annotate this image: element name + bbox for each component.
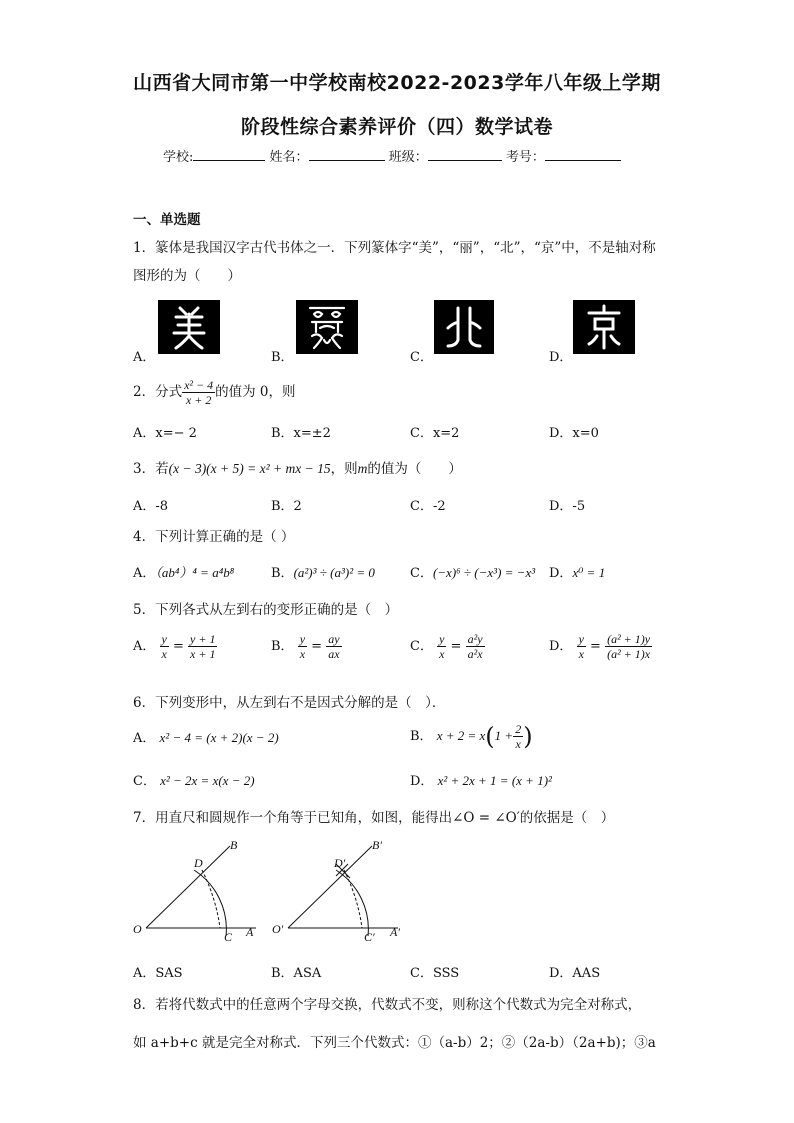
- seal-character-bei-image: [434, 300, 494, 354]
- q4-stem: 4．下列计算正确的是（ ）: [133, 529, 295, 545]
- q2-fraction: [182, 378, 215, 407]
- fig-label-a-prime: A′: [390, 925, 400, 939]
- fig-label-c: C: [224, 930, 233, 944]
- q3-option-d: D．-5: [549, 499, 586, 514]
- q5-option-d-label: D．: [549, 639, 573, 654]
- q5-a-rhs: [188, 632, 217, 661]
- q5-c-rhs-den: a²x: [467, 647, 483, 661]
- q1-stem-line2: 图形的为（ ）: [133, 268, 241, 284]
- fig-label-a: A: [246, 925, 254, 939]
- q4-option-c-expr: (−x)⁶ ÷ (−x³) = −x³: [432, 565, 536, 580]
- exam-title-line2: 阶段性综合素养评价（四）数学试卷: [240, 116, 553, 138]
- q5-stem: 5．下列各式从左到右的变形正确的是（ ）: [133, 602, 399, 618]
- q2-option-d: D．x=0: [549, 426, 599, 441]
- q1-option-b-label: B．: [271, 350, 294, 365]
- q1-stem-line1: 1．篆体是我国汉字古代书体之一．下列篆体字“美”，“丽”，“北”，“京”中，不是轴对称: [133, 240, 656, 256]
- q2-stem: [133, 378, 296, 407]
- fig-label-d-prime: D′: [334, 856, 346, 870]
- section-heading: 一、单选题: [133, 212, 201, 228]
- q6-option-a: [133, 727, 279, 746]
- q6-option-b: [410, 718, 533, 755]
- q5-c-rhs-num: a²y: [467, 632, 483, 646]
- q5-option-c: C． $\frac{y}{x}$ = $\frac{\text{a²y}}{\text{a²x}}$: [410, 632, 483, 661]
- fig-label-o-prime: O′: [272, 922, 284, 936]
- fig-label-d: D: [194, 856, 203, 870]
- q7-stem: 7．用直尺和圆规作一个角等于已知角，如图，能得出∠O = ∠O′的依据是（ ）: [133, 810, 615, 826]
- name-field[interactable]: [309, 147, 385, 161]
- q5-option-b: B． $\frac{y}{x}$ = $\frac{ay}{ax}$: [271, 632, 340, 661]
- fig-label-o: O: [133, 922, 142, 936]
- q4-option-b: [271, 562, 375, 581]
- q6-option-b-label: B．: [410, 729, 433, 744]
- exam-title-line1: 山西省大同市第一中学校南校2022-2023学年八年级上学期: [133, 72, 661, 94]
- q8-stem-line2: 如 a+b+c 就是完全对称式．下列三个代数式：①（a-b）2；②（2a-b）（2a+b)；③a: [133, 1035, 656, 1051]
- q3-middle: ，则: [330, 461, 358, 477]
- class-field[interactable]: [428, 147, 502, 161]
- q4-option-c: [410, 562, 535, 581]
- class-label: 班级：: [388, 150, 428, 165]
- q6-option-c: [133, 770, 255, 789]
- q5-option-a-label: A．: [133, 639, 156, 654]
- q5-c-rhs: [466, 632, 485, 661]
- q6-option-b-expr: x + 2 = x: [436, 728, 486, 743]
- q7-option-c: C．SSS: [410, 966, 460, 981]
- q3-option-b: B．2: [271, 499, 302, 514]
- seal-bei-icon: [434, 300, 494, 354]
- q5-d-lhs-num: y: [578, 632, 584, 646]
- q1-option-c-label: C．: [410, 350, 433, 365]
- school-label: 学校:: [163, 150, 194, 165]
- q1-option-d-label: D．: [549, 350, 573, 365]
- q4-option-d: [549, 562, 605, 581]
- q7-option-d: D．AAS: [549, 966, 601, 981]
- exam-number-label: 考号：: [505, 150, 545, 165]
- q5-d-lhs-den: x: [578, 647, 584, 661]
- q5-option-b-label: B．: [271, 639, 294, 654]
- q3-suffix: 的值为（ ）: [367, 461, 462, 477]
- q4-option-a-label: A．: [133, 566, 156, 581]
- q5-a-lhs-den: x: [161, 647, 167, 661]
- q4-option-d-expr: x⁰ = 1: [572, 565, 606, 580]
- q4-option-b-expr: (a²)³ ÷ (a³)² = 0: [293, 565, 375, 580]
- q2-option-b: B．x=±2: [271, 426, 331, 441]
- q5-b-lhs: [298, 632, 307, 661]
- q7-option-a: A．SAS: [133, 966, 183, 981]
- q8-stem-line1: 8．若将代数式中的任意两个字母交换，代数式不变，则称这个代数式为完全对称式，: [133, 997, 642, 1013]
- q6-b-fraction: [513, 722, 523, 751]
- seal-mei-icon: [158, 300, 220, 354]
- fig-label-b: B: [230, 838, 238, 852]
- seal-jing-icon: [573, 300, 635, 354]
- q2-option-a: A．x=− 2: [133, 426, 197, 441]
- q3-option-c: C．-2: [410, 499, 446, 514]
- q4-option-a: [133, 562, 234, 581]
- q3-variable: m: [357, 461, 368, 476]
- q5-b-lhs-den: x: [299, 647, 306, 661]
- fig-label-c-prime: C′: [364, 930, 375, 944]
- q3-stem: [133, 457, 462, 477]
- q5-option-a: A． $\frac{y}{x}$ = $\frac{y + 1}{x + 1}$: [133, 632, 216, 661]
- q2-option-c: C．x=2: [410, 426, 460, 441]
- q2-prefix: 2．分式: [133, 384, 183, 400]
- q6-b-one: 1 +: [494, 728, 514, 743]
- q5-option-d: D． $\frac{y}{x}$ = $\frac{\text{(a² + 1)y}}{\text{(a² + 1)x}}$: [549, 632, 651, 661]
- q5-option-c-label: C．: [410, 639, 433, 654]
- q2-fraction-numerator: x² − 4: [184, 378, 214, 392]
- q6-option-c-label: C．: [133, 774, 156, 789]
- q4-option-b-label: B．: [271, 566, 294, 581]
- q2-fraction-denominator: x + 2: [185, 393, 212, 407]
- q6-stem: 6．下列变形中，从左到右不是因式分解的是（ ）．: [133, 695, 446, 711]
- q6-option-a-label: A．: [133, 731, 156, 746]
- seal-character-jing-image: [573, 300, 635, 354]
- q5-d-rhs-num: (a² + 1)y: [607, 632, 651, 646]
- q6-b-frac-num: 2: [515, 722, 522, 736]
- q6-option-a-expr: x² − 4 = (x + 2)(x − 2): [159, 730, 279, 745]
- q5-d-rhs-den: (a² + 1)x: [607, 647, 651, 661]
- q6-option-d-label: D．: [410, 774, 434, 789]
- q5-c-lhs-den: x: [439, 647, 445, 661]
- q2-suffix: 的值为 0，则: [215, 384, 296, 400]
- q5-a-lhs-num: y: [161, 632, 167, 646]
- q6-option-c-expr: x² − 2x = x(x − 2): [160, 773, 255, 788]
- q4-option-d-label: D．: [549, 566, 573, 581]
- seal-character-mei-image: [158, 300, 220, 354]
- q5-a-lhs: [160, 632, 169, 661]
- q5-a-rhs-num: y + 1: [190, 632, 216, 646]
- school-field[interactable]: [193, 147, 265, 161]
- q6-option-d-expr: x² + 2x + 1 = (x + 1)²: [437, 773, 552, 788]
- q3-prefix: 3．若: [133, 461, 169, 477]
- q5-c-lhs-num: y: [439, 632, 445, 646]
- fig-label-b-prime: B′: [372, 838, 382, 852]
- q4-option-c-label: C．: [410, 566, 433, 581]
- q5-c-lhs: [437, 632, 446, 661]
- q7-compass-construction-figure: [130, 836, 420, 946]
- q5-d-lhs: [577, 632, 586, 661]
- student-info-row: [163, 146, 621, 165]
- q5-b-lhs-num: y: [299, 632, 306, 646]
- q5-a-rhs-den: x + 1: [190, 647, 216, 661]
- q1-option-a-label: A．: [133, 350, 156, 365]
- q3-expression: (x − 3)(x + 5) = x² + mx − 15: [168, 461, 331, 476]
- q6-b-paren-close: ): [523, 722, 533, 751]
- q3-option-a: A．-8: [133, 499, 169, 514]
- q4-option-a-expr: （ab⁴）⁴ = a⁴b⁸: [155, 565, 235, 580]
- q5-d-rhs: [605, 632, 652, 661]
- q5-b-rhs-den: ax: [328, 647, 340, 661]
- q5-b-rhs: [326, 632, 341, 661]
- q5-b-rhs-num: ay: [328, 632, 340, 646]
- seal-character-li-image: [296, 300, 358, 354]
- q6-b-paren-open: (: [485, 722, 495, 751]
- q6-option-d: [410, 770, 552, 789]
- exam-number-field[interactable]: [545, 147, 621, 161]
- q7-option-b: B．ASA: [271, 966, 322, 981]
- name-label: 姓名：: [269, 150, 309, 165]
- seal-li-icon: [296, 300, 358, 354]
- q6-b-frac-den: x: [515, 737, 521, 751]
